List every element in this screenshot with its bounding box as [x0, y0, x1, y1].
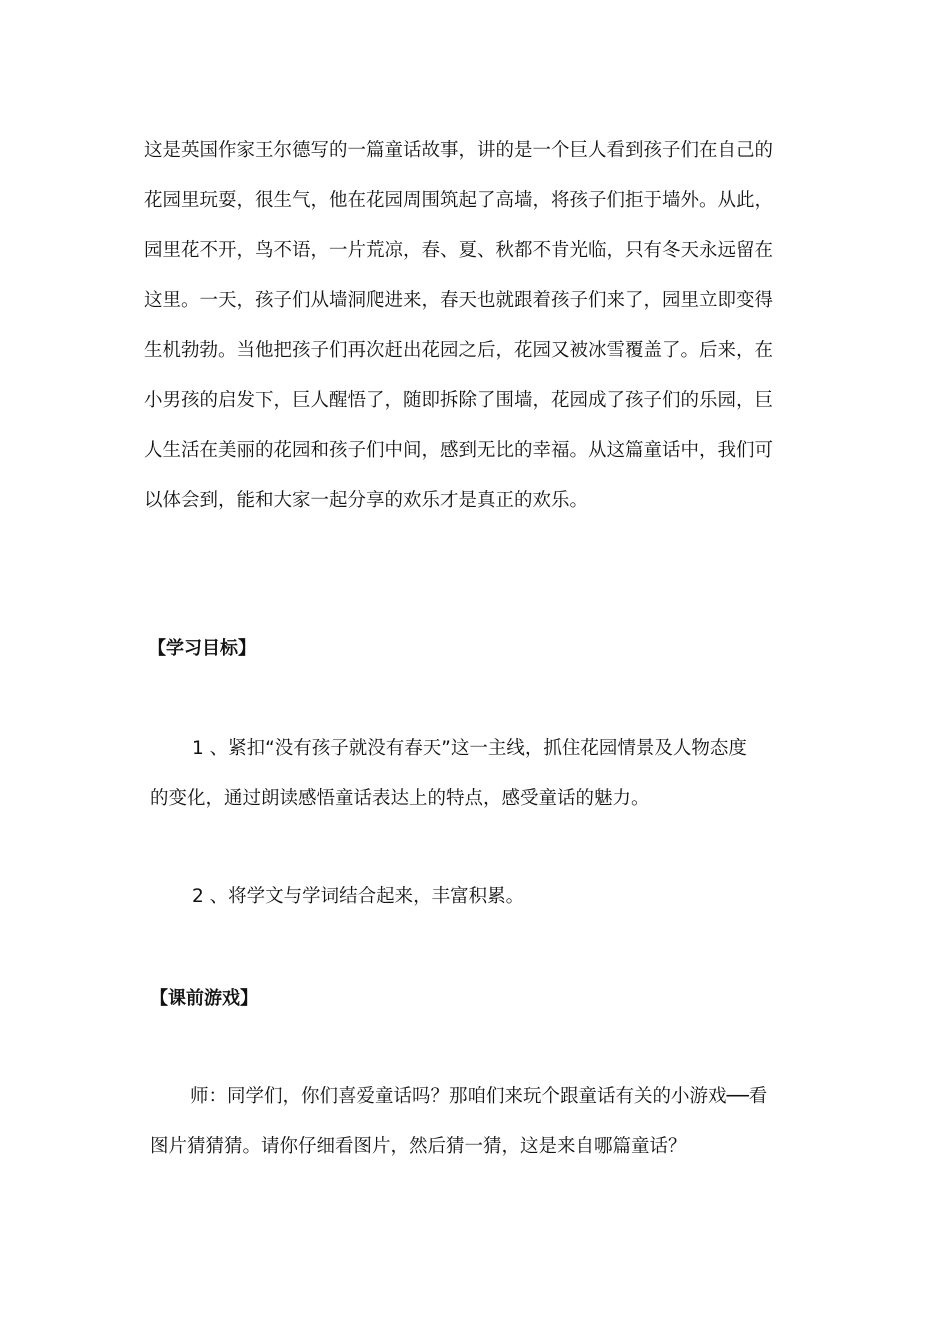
game-line: 图片猜猜猜。请你仔细看图片，然后猜一猜，这是来自哪篇童话？ [150, 1136, 687, 1157]
objective-item-1-line: 的变化，通过朗读感悟童话表达上的特点，感受童话的魅力。 [150, 788, 650, 809]
intro-line: 花园里玩耍，很生气，他在花园周围筑起了高墙，将孩子们拒于墙外。从此， [144, 190, 774, 211]
intro-line: 以体会到，能和大家一起分享的欢乐才是真正的欢乐。 [144, 490, 589, 511]
intro-line: 人生活在美丽的花园和孩子们中间，感到无比的幸福。从这篇童话中，我们可 [144, 440, 774, 461]
intro-line: 园里花不开，鸟不语，一片荒凉，春、夏、秋都不肯光临，只有冬天永远留在 [144, 240, 774, 261]
intro-line: 这是英国作家王尔德写的一篇童话故事，讲的是一个巨人看到孩子们在自己的 [144, 140, 774, 161]
objectives-heading: 【学习目标】 [148, 638, 256, 659]
intro-line: 小男孩的启发下，巨人醒悟了，随即拆除了围墙，花园成了孩子们的乐园，巨 [144, 390, 774, 411]
objective-item-1-line: 1 、紧扣“没有孩子就没有春天”这一主线，抓住花园情景及人物态度 [192, 738, 747, 759]
game-heading: 【课前游戏】 [150, 988, 258, 1009]
objective-item-2: 2 、将学文与学词结合起来，丰富积累。 [192, 886, 525, 907]
intro-line: 这里。一天，孩子们从墙洞爬进来，春天也就跟着孩子们来了，园里立即变得 [144, 290, 774, 311]
intro-line: 生机勃勃。当他把孩子们再次赶出花园之后，花园又被冰雪覆盖了。后来，在 [144, 340, 774, 361]
game-line: 师：同学们，你们喜爱童话吗？那咱们来玩个跟童话有关的小游戏──看 [190, 1086, 768, 1107]
